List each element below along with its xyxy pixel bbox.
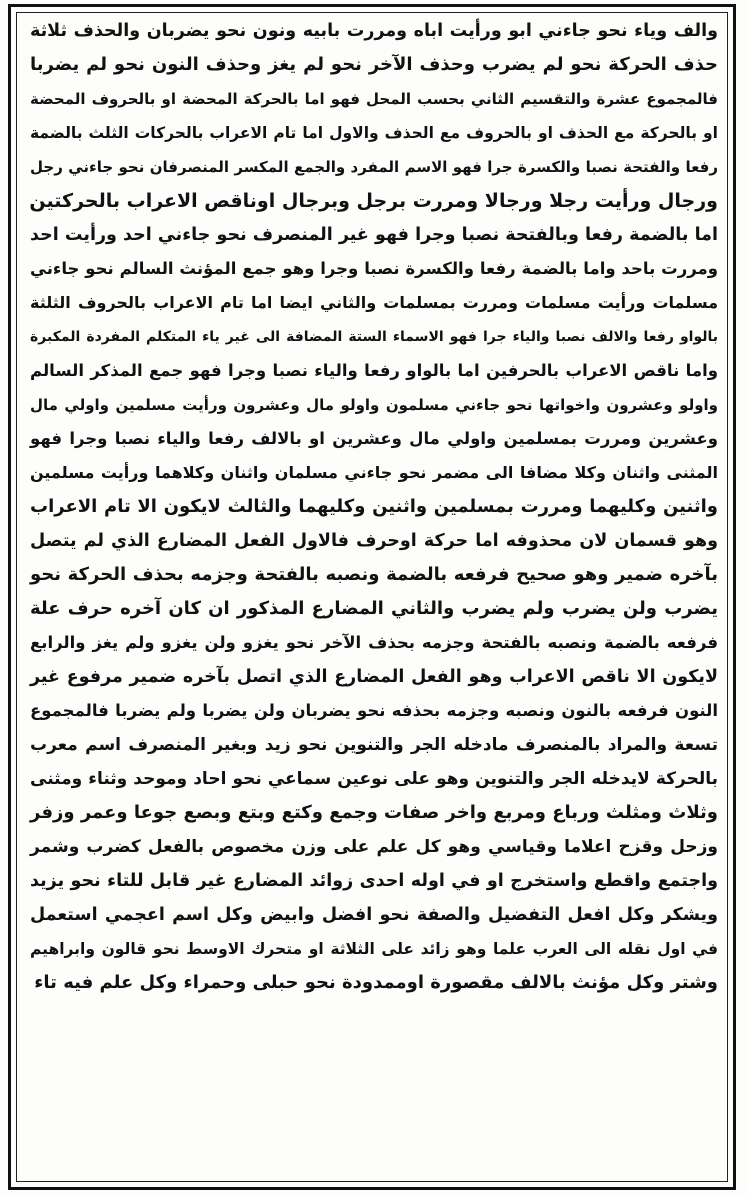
- text-line: وزحل وقزح اعلاما وقياسي وهو كل علم على وزن مخصوص بالفعل كضرب وشمر: [30, 837, 718, 857]
- text-line: واثنين وكليهما ومررت بمسلمين واثنين وكليهما والثالث لايكون الا تام الاعراب: [30, 496, 718, 517]
- text-line: واجتمع واقطع واستخرج او في اوله احدى زوائد المضارع غير قابل للتاء نحو يزيد: [30, 871, 718, 891]
- text-line: فرفعه بالضمة ونصبه بالفتحة وجزمه بحذف الآخر نحو يغزو ولن يغزو ولم يغز والرابع: [30, 633, 718, 652]
- text-line: والف وياء نحو جاءني ابو ورأيت اباه ومررت بابيه ونون نحو يضربان والحذف ثلاثة: [30, 21, 718, 41]
- text-line: بالحركة لايدخله الجر والتنوين وهو على نوعين سماعي نحو احاد وموحد وثناء ومثنى: [30, 769, 718, 789]
- text-line: النون فرفعه بالنون ونصبه وجزمه بحذفه نحو يضربان ولن يضربا ولم يضربا فالمجموع: [30, 701, 718, 720]
- text-line: المثنى واثنان وكلا مضافا الى مضمر نحو جاءني مسلمان واثنان وكلاهما ورأيت مسلمين: [30, 463, 718, 482]
- text-line: وعشرين ومررت بمسلمين واولي مال وعشرين او بالالف رفعا والياء نصبا وجرا فهو: [30, 429, 718, 448]
- text-line: تسعة والمراد بالمنصرف مادخله الجر والتنوين نحو زيد وبغير المنصرف اسم معرب: [30, 735, 718, 755]
- text-line: او بالحركة مع الحذف او بالحروف مع الحذف والاول اما تام الاعراب بالحركات الثلث بالضمة: [30, 124, 718, 142]
- text-line: وثلاث ومثلث ورباع ومربع واخر صفات وجمع وكتع وبتع وبصع جوعا وعمر وزفر: [30, 802, 718, 823]
- text-line: بآخره ضمير وهو صحيح فرفعه بالضمة ونصبه بالفتحة وجزمه بحذف الحركة نحو: [30, 564, 718, 585]
- text-line: يضرب ولن يضرب ولم يضرب والثاني المضارع المذكور ان كان آخره حرف علة: [30, 598, 718, 619]
- text-line: واولو وعشرون واخواتها نحو جاءني مسلمون واولو مال وعشرون ورأيت مسلمين واولي مال: [30, 396, 718, 414]
- text-line: ورجال ورأيت رجلا ورجالا ومررت برجل وبرجال اوناقص الاعراب بالحركتين: [29, 190, 718, 212]
- text-line: في اول نقله الى العرب علما وهو زائد على الثلاثة او متحرك الاوسط نحو قالون وابراهيم: [30, 940, 718, 958]
- text-line: مسلمات ورأيت مسلمات ومررت بمسلمات والثاني ايضا اما تام الاعراب بالحروف الثلثة: [30, 293, 718, 312]
- body-text: [24, 14, 724, 1180]
- text-line: اما بالضمة رفعا وبالفتحة نصبا وجرا فهو غير المنصرف نحو جاءني احد ورأيت احد: [30, 225, 718, 245]
- text-line: لايكون الا ناقص الاعراب وهو الفعل المضارع الذي اتصل بآخره ضمير مرفوع غير: [30, 667, 718, 687]
- text-line: رفعا والفتحة نصبا والكسرة جرا فهو الاسم المفرد والجمع المكسر المنصرفان نحو جاءني رجل: [30, 158, 718, 176]
- text-line: وهو قسمان لان محذوفه اما حركة اوحرف فالاول الفعل المضارع الذي لم يتصل: [30, 531, 718, 551]
- text-line: واما ناقص الاعراب بالحرفين اما بالواو رفعا والياء نصبا وجرا فهو جمع المذكر السالم: [30, 361, 718, 380]
- text-line: وشتر وكل مؤنث بالالف مقصورة اوممدودة نحو حبلى وحمراء وكل علم فيه تاء: [34, 972, 718, 993]
- text-line: ومررت باحد واما بالضمة رفعا والكسرة نصبا وجرا وهو جمع المؤنث السالم نحو جاءني: [30, 259, 718, 278]
- text-line: حذف الحركة نحو لم يضرب وحذف الآخر نحو لم يغز وحذف النون نحو لم يضربا: [30, 54, 718, 75]
- text-line: فالمجموع عشرة والتقسيم الثاني بحسب المحل فهو اما بالحركة المحضة او بالحروف المحضة: [30, 90, 718, 108]
- text-line: بالواو رفعا والالف نصبا والياء جرا فهو الاسماء الستة المضافة الى غير ياء المتكلم المفردة المكبرة: [30, 329, 718, 345]
- text-line: ويشكر وكل افعل التفضيل والصفة نحو افضل وابيض وكل اسم اعجمي استعمل: [30, 905, 718, 925]
